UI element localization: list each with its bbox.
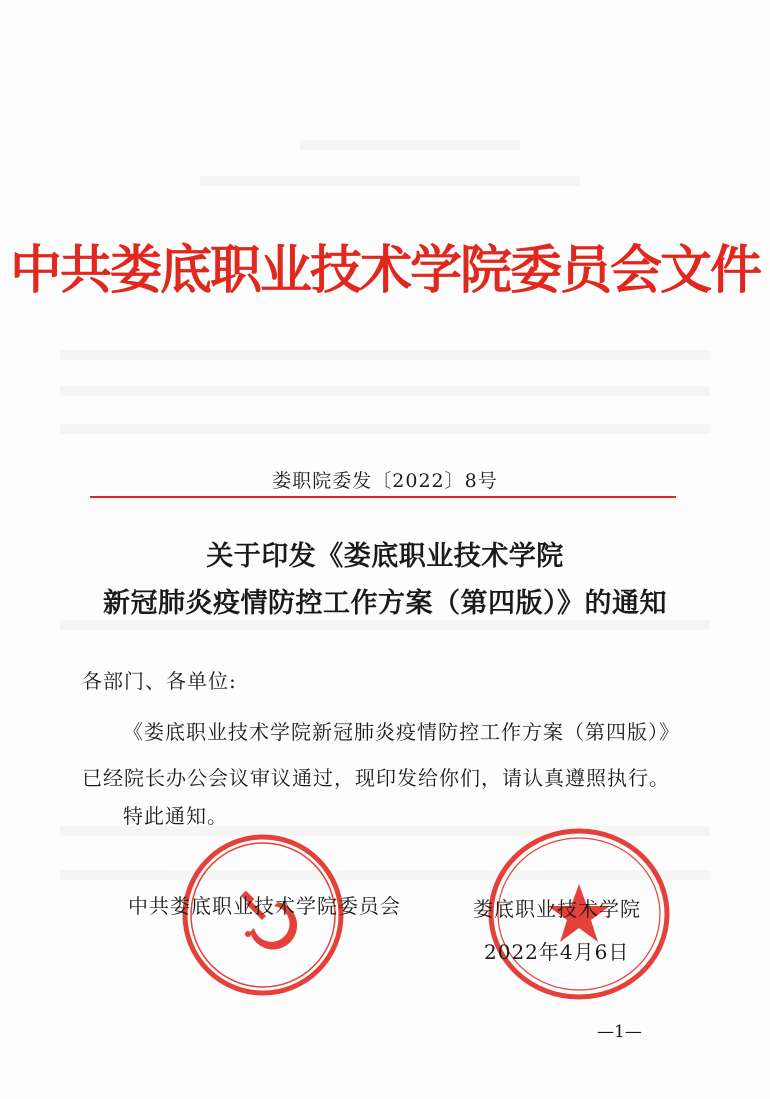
bleed-through [200,176,580,186]
body-line-2: 已经院长办公会议审议通过，现印发给你们，请认真遵照执行。 [82,766,670,790]
page-number: —1— [597,1022,642,1042]
closing-remark: 特此通知。 [123,804,228,828]
body-line-1: 《娄底职业技术学院新冠肺炎疫情防控工作方案（第四版）》 [123,720,680,744]
document-number: 娄职院委发〔2022〕8号 [272,470,498,492]
bleed-through [300,140,520,150]
title-line-1: 关于印发《娄底职业技术学院 [206,541,564,572]
red-divider-line [90,496,676,498]
bleed-through [60,424,710,434]
bleed-through [60,386,710,396]
issue-date: 2022年4月6日 [484,940,630,964]
signer-right: 娄底职业技术学院 [473,897,641,921]
salutation: 各部门、各单位: [82,669,237,693]
bleed-through [60,350,710,360]
signer-left: 中共娄底职业技术学院委员会 [128,894,401,918]
document-masthead: 中共娄底职业技术学院委员会文件 [9,241,760,301]
title-line-2: 新冠肺炎疫情防控工作方案（第四版）》的通知 [103,588,667,619]
bleed-through [60,620,710,630]
